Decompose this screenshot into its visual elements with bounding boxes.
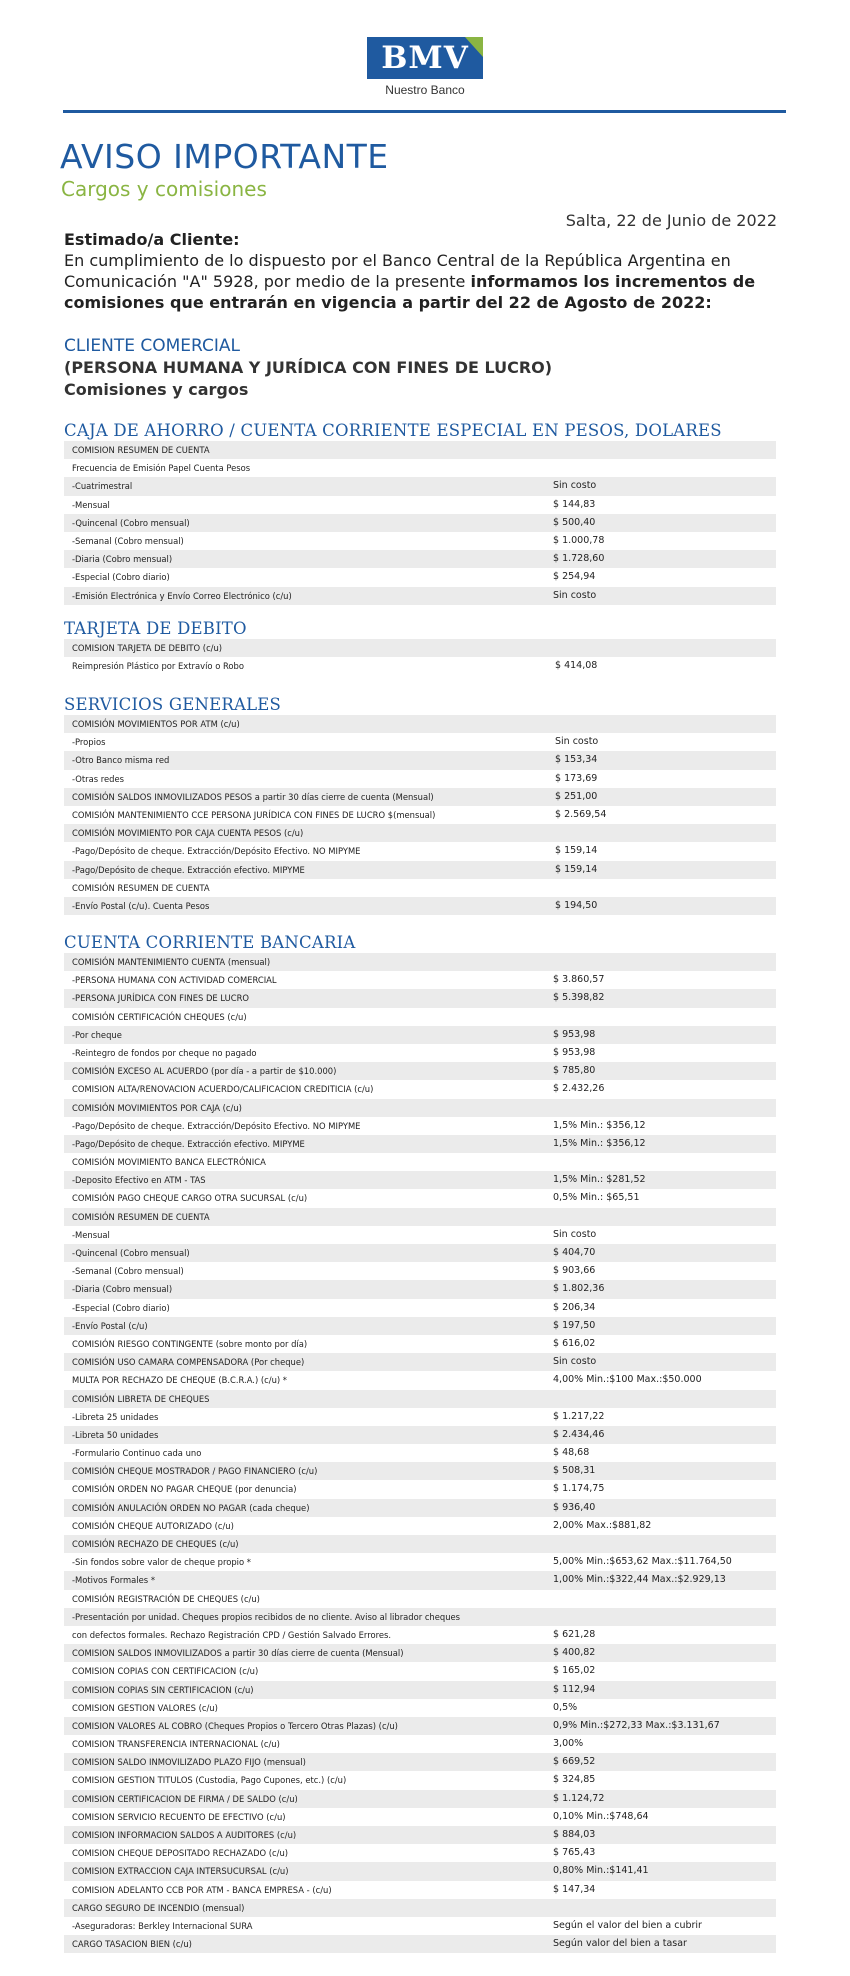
fee-label: -Presentación por unidad. Cheques propios recibidos de no cliente. Aviso al librador cheques xyxy=(72,1611,461,1622)
fee-label: COMISIÓN SALDOS INMOVILIZADOS PESOS a partir 30 días cierre de cuenta (Mensual) xyxy=(72,791,434,802)
client-subtype: (PERSONA HUMANA Y JURÍDICA CON FINES DE LUCRO) xyxy=(64,358,553,377)
fee-value: 0,5% xyxy=(553,1701,578,1713)
fee-label: -Especial (Cobro diario) xyxy=(72,572,170,583)
table-row xyxy=(64,1899,776,1917)
fee-label: COMISION GESTION TITULOS (Custodia, Pago Cupones, etc.) (c/u) xyxy=(72,1775,347,1786)
fee-value: $ 165,02 xyxy=(553,1665,596,1677)
fee-label: COMISIÓN EXCESO AL ACUERDO (por día - a partir de $10.000) xyxy=(72,1066,337,1077)
fee-label: COMISION CERTIFICACION DE FIRMA / DE SALDO (c/u) xyxy=(72,1793,298,1804)
fee-label: CARGO SEGURO DE INCENDIO (mensual) xyxy=(72,1902,245,1913)
table-row xyxy=(64,1371,776,1389)
client-type: CLIENTE COMERCIAL xyxy=(64,336,240,356)
fee-value: $ 936,40 xyxy=(553,1501,596,1513)
fee-label: COMISION COPIAS CON CERTIFICACION (c/u) xyxy=(72,1666,259,1677)
section-tarjeta-debito xyxy=(64,619,776,675)
table-row xyxy=(64,568,776,586)
fee-label: -Envío Postal (c/u) xyxy=(72,1320,148,1331)
fee-label: COMISION TRANSFERENCIA INTERNACIONAL (c/u) xyxy=(72,1739,280,1750)
table-row xyxy=(64,1080,776,1098)
fee-label: MULTA POR RECHAZO DE CHEQUE (B.C.R.A.) (c/u) * xyxy=(72,1375,287,1386)
fee-label: COMISION COPIAS SIN CERTIFICACION (c/u) xyxy=(72,1684,254,1695)
section-title: CAJA DE AHORRO / CUENTA CORRIENTE ESPECIAL EN PESOS, DOLARES xyxy=(64,421,722,440)
table-row xyxy=(64,514,776,532)
fee-label: -Otro Banco misma red xyxy=(72,755,170,766)
fee-label: -Pago/Depósito de cheque. Extracción efectivo. MIPYME xyxy=(72,864,305,875)
fee-value: $ 400,82 xyxy=(553,1647,596,1659)
table-row xyxy=(64,1390,776,1408)
fee-label: COMISIÓN RESUMEN DE CUENTA xyxy=(72,1211,210,1222)
table-row xyxy=(64,657,776,675)
fee-value: $ 153,34 xyxy=(555,754,598,766)
table-row xyxy=(64,1026,776,1044)
table-row xyxy=(64,639,776,657)
fee-label: COMISION RESUMEN DE CUENTA xyxy=(72,445,210,455)
table-row xyxy=(64,1444,776,1462)
table-row xyxy=(64,842,776,860)
fee-value: 4,00% Min.:$100 Max.:$50.000 xyxy=(553,1374,702,1386)
fee-value: $ 953,98 xyxy=(553,1028,596,1040)
fee-label: -Aseguradoras: Berkley Internacional SURA xyxy=(72,1920,253,1931)
table-row xyxy=(64,1044,776,1062)
fee-value: $ 404,70 xyxy=(553,1247,596,1258)
fee-label: -Libreta 50 unidades xyxy=(72,1429,159,1440)
fee-label: COMISIÓN USO CAMARA COMPENSADORA (Por cheque) xyxy=(72,1357,305,1368)
fee-label: -Propios xyxy=(72,737,106,748)
fee-label: COMISIÓN CERTIFICACIÓN CHEQUES (c/u) xyxy=(72,1011,247,1022)
fee-label: -Semanal (Cobro mensual) xyxy=(72,1266,184,1277)
table-row xyxy=(64,1844,776,1862)
table-row xyxy=(64,879,776,897)
table-row xyxy=(64,1662,776,1680)
table-row xyxy=(64,715,776,733)
fee-label: -Envío Postal (c/u). Cuenta Pesos xyxy=(72,900,210,911)
fee-label: Reimpresión Plástico por Extravío o Robo xyxy=(72,661,244,672)
intro-body xyxy=(64,250,786,313)
fee-value: 1,5% Min.: $356,12 xyxy=(553,1137,646,1149)
fee-value: 1,5% Min.: $281,52 xyxy=(553,1174,646,1186)
table-row xyxy=(64,971,776,989)
fee-value: Sin costo xyxy=(555,736,599,748)
fee-label: COMISION EXTRACCION CAJA INTERSUCURSAL (c/u) xyxy=(72,1866,289,1877)
fee-label: -Emisión Electrónica y Envío Correo Electrónico (c/u) xyxy=(72,590,292,601)
fee-value: $ 953,98 xyxy=(553,1046,596,1058)
fee-table xyxy=(64,441,776,605)
table-row xyxy=(64,587,776,605)
fee-value: $ 1.174,75 xyxy=(553,1483,605,1495)
greeting: Estimado/a Cliente: xyxy=(64,230,240,249)
fee-value: $ 144,83 xyxy=(553,498,596,510)
fee-label: -Pago/Depósito de cheque. Extracción efectivo. MIPYME xyxy=(72,1138,305,1149)
fee-label: COMISIÓN ANULACIÓN ORDEN NO PAGAR (cada cheque) xyxy=(72,1502,310,1513)
fee-label: CARGO TASACION BIEN (c/u) xyxy=(72,1939,192,1950)
table-row xyxy=(64,1862,776,1880)
fee-table xyxy=(64,639,776,675)
intro-body-bold: informamos los incrementos de comisiones que entrarán en vigencia a partir del 22 de Agosto de 2022: xyxy=(64,272,756,312)
fee-label: -PERSONA HUMANA CON ACTIVIDAD COMERCIAL xyxy=(72,975,277,986)
fee-label: -PERSONA JURÍDICA CON FINES DE LUCRO xyxy=(72,993,250,1004)
table-row xyxy=(64,770,776,788)
table-row xyxy=(64,1608,776,1626)
table-row xyxy=(64,788,776,806)
table-row xyxy=(64,733,776,751)
fee-value: Según el valor del bien a cubrir xyxy=(553,1919,702,1931)
table-row xyxy=(64,1571,776,1589)
fee-value: $ 903,66 xyxy=(553,1265,596,1277)
table-row xyxy=(64,989,776,1007)
fee-value: 1,00% Min.:$322,44 Max.:$2.929,13 xyxy=(553,1574,726,1586)
fee-label: COMISION CHEQUE DEPOSITADO RECHAZADO (c/u) xyxy=(72,1848,289,1859)
fee-label: COMISION SERVICIO RECUENTO DE EFECTIVO (c/u) xyxy=(72,1811,286,1822)
section-title: TARJETA DE DEBITO xyxy=(64,619,247,638)
fee-label: -Sin fondos sobre valor de cheque propio * xyxy=(72,1557,251,1568)
fee-label: COMISIÓN CHEQUE MOSTRADOR / PAGO FINANCIERO (c/u) xyxy=(72,1466,318,1477)
fee-label: Frecuencia de Emisión Papel Cuenta Pesos xyxy=(72,463,251,474)
table-row xyxy=(64,1171,776,1189)
table-row xyxy=(64,1917,776,1935)
section-title: CUENTA CORRIENTE BANCARIA xyxy=(64,933,356,952)
fee-value: Según valor del bien a tasar xyxy=(553,1938,687,1950)
fee-label: -Diaria (Cobro mensual) xyxy=(72,554,173,565)
client-heading: Comisiones y cargos xyxy=(64,380,249,399)
fee-value: 0,10% Min.:$748,64 xyxy=(553,1810,649,1822)
page-title: AVISO IMPORTANTE xyxy=(60,137,389,176)
fee-value: 0,9% Min.:$272,33 Max.:$3.131,67 xyxy=(553,1719,720,1731)
fee-value: $ 1.000,78 xyxy=(553,534,605,546)
table-row xyxy=(64,1735,776,1753)
fee-label: COMISIÓN MOVIMIENTOS POR CAJA (c/u) xyxy=(72,1102,242,1113)
table-row xyxy=(64,1699,776,1717)
fee-value: $ 1.802,36 xyxy=(553,1283,605,1295)
intro-text xyxy=(64,229,786,313)
table-row xyxy=(64,897,776,915)
table-row xyxy=(64,1881,776,1899)
section-title: SERVICIOS GENERALES xyxy=(64,695,281,714)
table-row xyxy=(64,1317,776,1335)
table-row xyxy=(64,1008,776,1026)
fee-table xyxy=(64,953,776,1953)
fee-label: -Semanal (Cobro mensual) xyxy=(72,535,184,546)
table-row xyxy=(64,1826,776,1844)
fee-label: -Quincenal (Cobro mensual) xyxy=(72,1248,190,1258)
table-row xyxy=(64,1790,776,1808)
fee-value: $ 621,28 xyxy=(553,1628,596,1640)
table-row xyxy=(64,1226,776,1244)
fee-value: 3,00% xyxy=(553,1738,584,1750)
table-row xyxy=(64,1553,776,1571)
table-row xyxy=(64,1244,776,1262)
fee-value: $ 785,80 xyxy=(553,1065,596,1077)
fee-value: $ 324,85 xyxy=(553,1774,596,1786)
fee-label: COMISIÓN ORDEN NO PAGAR CHEQUE (por denuncia) xyxy=(72,1484,297,1495)
fee-value: $ 251,00 xyxy=(555,790,598,802)
fee-label: -Diaria (Cobro mensual) xyxy=(72,1284,173,1295)
table-row xyxy=(64,1099,776,1117)
table-row xyxy=(64,1062,776,1080)
fee-label: COMISION SALDOS INMOVILIZADOS a partir 30 días cierre de cuenta (Mensual) xyxy=(72,1648,404,1659)
fee-label: COMISION GESTION VALORES (c/u) xyxy=(72,1702,218,1713)
table-row xyxy=(64,1681,776,1699)
fee-value: $ 3.860,57 xyxy=(553,974,605,986)
fee-label: -Por cheque xyxy=(72,1029,122,1040)
page-subtitle: Cargos y comisiones xyxy=(61,177,267,201)
fee-label: -Pago/Depósito de cheque. Extracción/Depósito Efectivo. NO MIPYME xyxy=(72,846,361,857)
fee-value: $ 159,14 xyxy=(555,845,598,857)
section-caja-ahorro xyxy=(64,421,776,605)
fee-value: 0,5% Min.: $65,51 xyxy=(553,1192,640,1204)
table-row xyxy=(64,459,776,477)
fee-label: -Libreta 25 unidades xyxy=(72,1411,159,1422)
intro-body-plain: En cumplimiento de lo dispuesto por el Banco Central de la República Argentina en Comunicación "A" 5928, por medio de la presente xyxy=(64,251,731,291)
fee-value: Sin costo xyxy=(553,1228,597,1240)
fee-value: $ 159,14 xyxy=(555,863,598,875)
fee-value: $ 2.434,46 xyxy=(553,1428,605,1440)
table-row xyxy=(64,441,776,459)
fee-label: COMISIÓN PAGO CHEQUE CARGO OTRA SUCURSAL (c/u) xyxy=(72,1193,308,1204)
fee-label: -Formulario Continuo cada uno xyxy=(72,1448,202,1459)
table-row xyxy=(64,1153,776,1171)
table-row xyxy=(64,1462,776,1480)
fee-label: COMISIÓN MANTENIMIENTO CCE PERSONA JURÍDICA CON FINES DE LUCRO $(mensual) xyxy=(72,809,436,820)
logo-subtitle: Nuestro Banco xyxy=(385,83,465,97)
fee-label: COMISIÓN CHEQUE AUTORIZADO (c/u) xyxy=(72,1520,234,1531)
section-cuenta-corriente xyxy=(64,933,776,1953)
fee-label: -Cuatrimestral xyxy=(72,481,133,492)
fee-value: $ 884,03 xyxy=(553,1829,596,1840)
fee-label: con defectos formales. Rechazo Registración CPD / Gestión Salvado Errores. xyxy=(72,1629,392,1640)
section-servicios-generales xyxy=(64,695,776,915)
table-row xyxy=(64,1626,776,1644)
fee-value: $ 112,94 xyxy=(553,1683,596,1695)
table-row xyxy=(64,1499,776,1517)
fee-label: -Mensual xyxy=(72,1229,110,1240)
fee-label: -Mensual xyxy=(72,499,110,510)
table-row xyxy=(64,532,776,550)
fee-label: -Otras redes xyxy=(72,773,124,784)
fee-label: COMISIÓN RESUMEN DE CUENTA xyxy=(72,882,210,893)
fee-label: COMISION ADELANTO CCB POR ATM - BANCA EMPRESA - (c/u) xyxy=(72,1884,332,1895)
fee-label: COMISIÓN REGISTRACIÓN DE CHEQUES (c/u) xyxy=(72,1593,260,1604)
fee-label: COMISIÓN RECHAZO DE CHEQUES (c/u) xyxy=(72,1539,239,1549)
fee-table xyxy=(64,715,776,915)
fee-value: $ 508,31 xyxy=(553,1465,596,1477)
fee-value: Sin costo xyxy=(553,1356,597,1368)
fee-value: $ 194,50 xyxy=(555,899,598,911)
table-row xyxy=(64,861,776,879)
table-row xyxy=(64,1353,776,1371)
fee-value: $ 669,52 xyxy=(553,1756,596,1768)
table-row xyxy=(64,1535,776,1553)
fee-label: COMISION VALORES AL COBRO (Cheques Propios o Tercero Otras Plazas) (c/u) xyxy=(72,1720,398,1731)
fee-value: $ 2.569,54 xyxy=(555,808,607,820)
fee-label: COMISIÓN MOVIMIENTOS POR ATM (c/u) xyxy=(72,719,240,729)
fee-label: -Deposito Efectivo en ATM - TAS xyxy=(72,1175,206,1186)
table-row xyxy=(64,1426,776,1444)
table-row xyxy=(64,1517,776,1535)
table-row xyxy=(64,1408,776,1426)
table-row xyxy=(64,751,776,769)
table-row xyxy=(64,1262,776,1280)
fee-label: COMISION INFORMACION SALDOS A AUDITORES (c/u) xyxy=(72,1830,297,1840)
table-row xyxy=(64,1135,776,1153)
table-row xyxy=(64,1771,776,1789)
table-row xyxy=(64,550,776,568)
fee-label: COMISION TARJETA DE DEBITO (c/u) xyxy=(72,643,223,653)
table-row xyxy=(64,1717,776,1735)
fee-value: $ 1.728,60 xyxy=(553,553,605,565)
fee-value: $ 173,69 xyxy=(555,772,598,784)
table-row xyxy=(64,1208,776,1226)
fee-label: COMISIÓN RIESGO CONTINGENTE (sobre monto por día) xyxy=(72,1338,308,1349)
fee-value: $ 1.124,72 xyxy=(553,1792,605,1804)
fee-value: $ 2.432,26 xyxy=(553,1083,605,1095)
fee-value: $ 147,34 xyxy=(553,1883,596,1895)
fee-label: -Especial (Cobro diario) xyxy=(72,1302,170,1313)
table-row xyxy=(64,1280,776,1298)
fee-label: -Reintegro de fondos por cheque no pagado xyxy=(72,1047,257,1058)
table-row xyxy=(64,1753,776,1771)
client-block xyxy=(64,335,552,401)
fee-label: COMISION SALDO INMOVILIZADO PLAZO FIJO (mensual) xyxy=(72,1757,306,1768)
fee-value: $ 197,50 xyxy=(553,1319,596,1331)
table-row xyxy=(64,824,776,842)
table-row xyxy=(64,1117,776,1135)
fee-label: -Motivos Formales * xyxy=(72,1575,156,1586)
fee-value: $ 1.217,22 xyxy=(553,1410,605,1422)
header-divider xyxy=(63,110,786,113)
table-row xyxy=(64,1808,776,1826)
fee-label: COMISIÓN MANTENIMIENTO CUENTA (mensual) xyxy=(72,957,271,967)
notice-date: Salta, 22 de Junio de 2022 xyxy=(565,211,777,230)
bank-logo xyxy=(367,37,483,79)
table-row xyxy=(64,496,776,514)
table-row xyxy=(64,1335,776,1353)
fee-value: $ 500,40 xyxy=(553,516,596,528)
fee-value: $ 765,43 xyxy=(553,1847,596,1859)
table-row xyxy=(64,1590,776,1608)
fee-label: -Pago/Depósito de cheque. Extracción/Depósito Efectivo. NO MIPYME xyxy=(72,1120,361,1131)
table-row xyxy=(64,953,776,971)
fee-value: Sin costo xyxy=(553,589,597,601)
fee-label: COMISION ALTA/RENOVACION ACUERDO/CALIFICACION CREDITICIA (c/u) xyxy=(72,1084,374,1095)
table-row xyxy=(64,1189,776,1207)
fee-value: 1,5% Min.: $356,12 xyxy=(553,1119,646,1131)
fee-value: 0,80% Min.:$141,41 xyxy=(553,1865,649,1877)
fee-label: COMISIÓN LIBRETA DE CHEQUES xyxy=(72,1393,210,1404)
fee-value: $ 254,94 xyxy=(553,571,596,583)
table-row xyxy=(64,1480,776,1498)
fee-value: $ 5.398,82 xyxy=(553,992,605,1004)
logo-text: BMV xyxy=(381,40,469,76)
fee-label: COMISIÓN MOVIMIENTO BANCA ELECTRÓNICA xyxy=(72,1157,266,1168)
fee-value: $ 414,08 xyxy=(555,660,598,672)
table-row xyxy=(64,477,776,495)
fee-value: $ 48,68 xyxy=(553,1447,590,1459)
fee-value: 5,00% Min.:$653,62 Max.:$11.764,50 xyxy=(553,1556,732,1568)
table-row xyxy=(64,1644,776,1662)
table-row xyxy=(64,806,776,824)
table-row xyxy=(64,1299,776,1317)
fee-label: COMISIÓN MOVIMIENTO POR CAJA CUENTA PESOS (c/u) xyxy=(72,828,304,839)
fee-value: 2,00% Max.:$881,82 xyxy=(553,1519,652,1531)
fee-value: $ 206,34 xyxy=(553,1301,596,1313)
fee-label: -Quincenal (Cobro mensual) xyxy=(72,517,190,528)
fee-value: Sin costo xyxy=(553,480,597,492)
table-row xyxy=(64,1935,776,1953)
fee-value: $ 616,02 xyxy=(553,1337,596,1349)
logo-accent-icon xyxy=(465,37,483,57)
